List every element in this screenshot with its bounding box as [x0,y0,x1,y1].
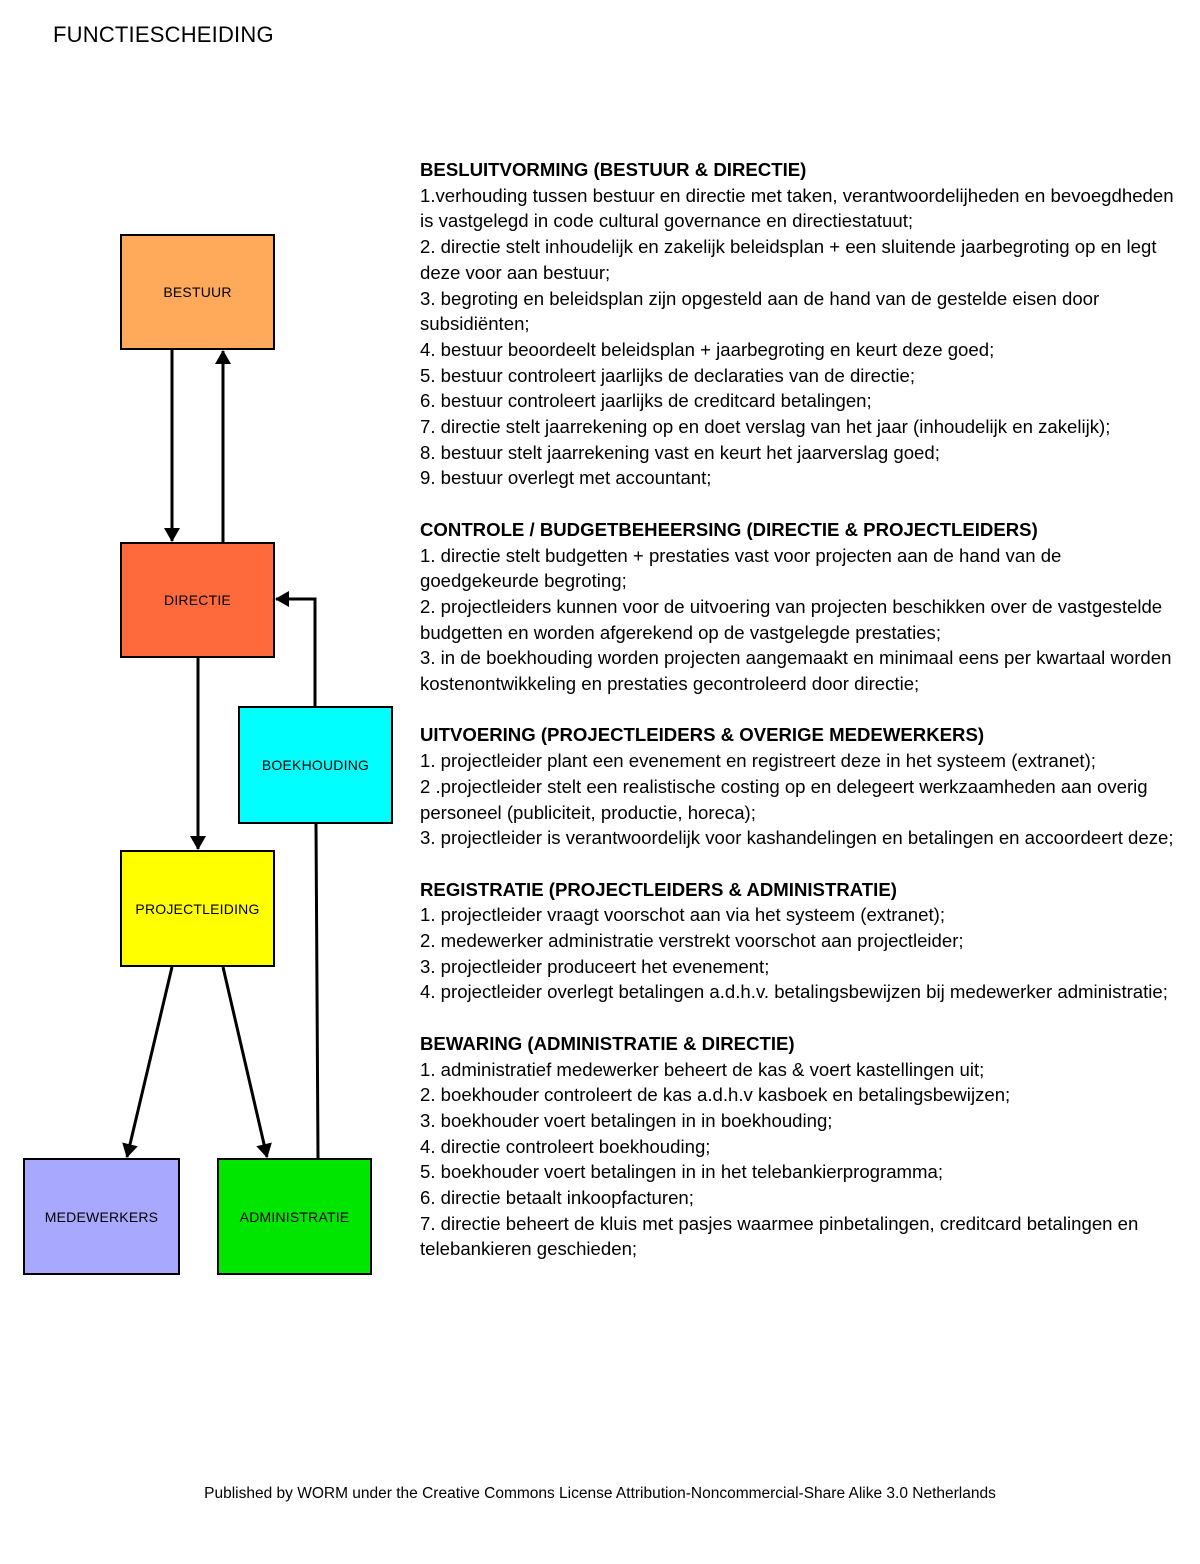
page-title: FUNCTIESCHEIDING [53,22,274,47]
box-administratie [217,1158,372,1275]
section-item: 3. projectleider is verantwoordelijk voor kashandelingen en betalingen en accoordeert deze; [420,827,1174,849]
section-item: 2 .projectleider stelt een realistische costing op en delegeert werkzaamheden aan overig personeel (publiciteit, productie, horeca); [420,775,1148,823]
arrow-boekhouding-to-directie [276,599,315,706]
section-heading: UITVOERING (PROJECTLEIDERS & OVERIGE MEDEWERKERS) [420,724,985,746]
section [420,1031,1180,1262]
section-item: 1. projectleider vraagt voorschot aan via het systeem (extranet); [420,904,946,926]
section-item: 4. bestuur beoordeelt beleidsplan + jaarbegroting en keurt deze goed; [420,338,995,360]
section-item: 3. boekhouder voert betalingen in in boekhouding; [420,1109,833,1131]
box-administratie-label: ADMINISTRATIE [239,1208,350,1225]
section-item: 8. bestuur stelt jaarrekening vast en keurt het jaarverslag goed; [420,441,940,463]
section-item: 5. boekhouder voert betalingen in in het telebankierprogramma; [420,1161,944,1183]
section-item: 9. bestuur overlegt met accountant; [420,467,712,489]
box-projectleiding-label: PROJECTLEIDING [135,900,260,917]
section [420,877,1180,1006]
arrow-projectleiding-to-administratie [223,967,267,1157]
section-item: 1. directie stelt budgetten + prestaties vast voor projecten aan de hand van de goedgekeurde begroting; [420,544,1062,592]
arrow-projectleiding-to-medewerkers [127,967,172,1157]
box-directie-label: DIRECTIE [164,592,231,608]
box-boekhouding-label: BOEKHOUDING [261,757,370,773]
responsibilities-text [420,157,1180,1288]
section-item: 4. directie controleert boekhouding; [420,1135,711,1157]
section-item: 7. directie beheert de kluis met pasjes waarmee pinbetalingen, creditcard betalingen en telebankieren geschieden; [420,1212,1139,1260]
section-item: 3. begroting en beleidsplan zijn opgesteld aan de hand van de gestelde eisen door subsidiënten; [420,287,1100,335]
section [420,157,1180,491]
section-heading: BEWARING (ADMINISTRATIE & DIRECTIE) [420,1032,795,1054]
box-boekhouding [238,706,393,824]
section-item: 2. projectleiders kunnen voor de uitvoering van projecten beschikken over de vastgestelde budgetten en worden afgerekend op de vastgelegde prestaties; [420,595,1163,643]
section-heading: BESLUITVORMING (BESTUUR & DIRECTIE) [420,159,807,180]
box-medewerkers [23,1158,180,1275]
section-heading: REGISTRATIE (PROJECTLEIDERS & ADMINISTRATIE) [420,878,897,900]
section-item: 3. in de boekhouding worden projecten aangemaakt en minimaal eens per kwartaal worden kostenontwikkeling en prestaties gecontroleerd door directie; [420,647,1172,695]
section-item: 7. directie stelt jaarrekening op en doet verslag van het jaar (inhoudelijk en zakelijk); [420,416,1111,438]
section-item: 1. projectleider plant een evenement en registreert deze in het systeem (extranet); [420,750,1096,772]
box-medewerkers-label: MEDEWERKERS [44,1208,159,1225]
box-bestuur-label: BESTUUR [163,284,232,300]
section-item: 3. projectleider produceert het evenement; [420,955,770,977]
section-item: 6. bestuur controleert jaarlijks de creditcard betalingen; [420,390,872,412]
section-heading: CONTROLE / BUDGETBEHEERSING (DIRECTIE & PROJECTLEIDERS) [420,518,1038,540]
section-item: 2. directie stelt inhoudelijk en zakelijk beleidsplan + een sluitende jaarbegroting op en legt deze voor aan bestuur; [420,236,1157,283]
section-item: 5. bestuur controleert jaarlijks de declaraties van de directie; [420,364,916,386]
section-item: 2. medewerker administratie verstrekt voorschot aan projectleider; [420,930,964,952]
section [420,517,1180,697]
section-item: 6. directie betaalt inkoopfacturen; [420,1187,694,1209]
section-item: 1.verhouding tussen bestuur en directie met taken, verantwoordelijheden en bevoegdheden is vastgelegd in code cultural governance en directiestatuut; [420,184,1174,232]
section-item: 4. projectleider overlegt betalingen a.d.h.v. betalingsbewijzen bij medewerker administratie; [420,981,1168,1003]
section-item: 1. administratief medewerker beheert de kas & voert kastellingen uit; [420,1058,985,1080]
line-administratie-to-boekhouding [316,824,318,1158]
section [420,722,1180,851]
section-item: 2. boekhouder controleert de kas a.d.h.v kasboek en betalingsbewijzen; [420,1084,1011,1106]
license-footer: Published by WORM under the Creative Commons License Attribution-Noncommercial-Share Alike 3.0 Netherlands [204,1485,996,1502]
box-bestuur [120,234,275,350]
box-directie [120,542,275,658]
box-projectleiding [120,850,275,967]
